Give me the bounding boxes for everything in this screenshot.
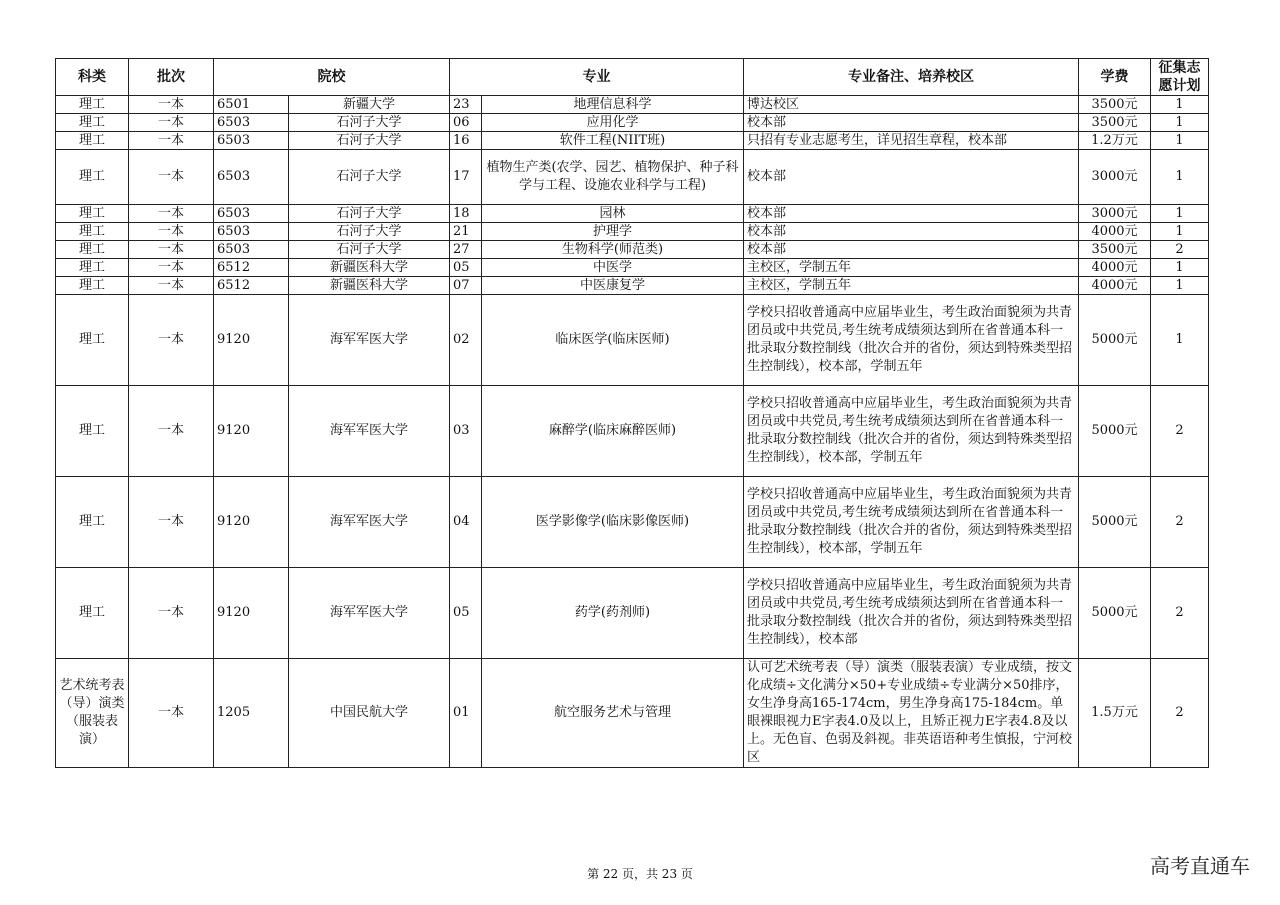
plan-cell: 1 <box>1151 259 1209 277</box>
plan-cell: 2 <box>1151 241 1209 259</box>
table-row <box>56 241 1209 259</box>
table-row <box>56 277 1209 295</box>
fee-cell: 5000元 <box>1079 295 1151 386</box>
header-fee: 学费 <box>1079 59 1151 96</box>
batch-cell: 一本 <box>129 132 214 150</box>
notes-cell: 博达校区 <box>744 96 1079 114</box>
major-name-cell: 麻醉学(临床麻醉医师) <box>482 386 744 477</box>
header-row <box>56 59 1209 96</box>
major-name-cell: 应用化学 <box>482 114 744 132</box>
school-code-cell: 6512 <box>214 277 289 295</box>
fee-cell: 1.5万元 <box>1079 659 1151 768</box>
header-batch: 批次 <box>129 59 214 96</box>
batch-cell: 一本 <box>129 205 214 223</box>
header-plan: 征集志愿计划 <box>1151 59 1209 96</box>
table-row <box>56 477 1209 568</box>
category-cell: 理工 <box>56 386 129 477</box>
fee-cell: 3500元 <box>1079 241 1151 259</box>
notes-cell: 校本部 <box>744 241 1079 259</box>
major-name-cell: 软件工程(NIIT班) <box>482 132 744 150</box>
school-name-cell: 海军军医大学 <box>289 477 450 568</box>
school-code-cell: 6503 <box>214 241 289 259</box>
major-name-cell: 生物科学(师范类) <box>482 241 744 259</box>
table-row <box>56 205 1209 223</box>
batch-cell: 一本 <box>129 295 214 386</box>
major-code-cell: 02 <box>450 295 482 386</box>
fee-cell: 5000元 <box>1079 386 1151 477</box>
major-code-cell: 05 <box>450 568 482 659</box>
major-code-cell: 01 <box>450 659 482 768</box>
school-name-cell: 海军军医大学 <box>289 568 450 659</box>
plan-cell: 1 <box>1151 150 1209 205</box>
header-notes: 专业备注、培养校区 <box>744 59 1079 96</box>
plan-cell: 2 <box>1151 477 1209 568</box>
school-name-cell: 新疆大学 <box>289 96 450 114</box>
batch-cell: 一本 <box>129 277 214 295</box>
plan-cell: 1 <box>1151 114 1209 132</box>
batch-cell: 一本 <box>129 568 214 659</box>
watermark-brand: 高考直通车 <box>1150 854 1250 878</box>
batch-cell: 一本 <box>129 114 214 132</box>
notes-cell: 校本部 <box>744 150 1079 205</box>
plan-cell: 2 <box>1151 568 1209 659</box>
header-major: 专业 <box>450 59 744 96</box>
batch-cell: 一本 <box>129 477 214 568</box>
category-cell: 理工 <box>56 259 129 277</box>
major-name-cell: 医学影像学(临床影像医师) <box>482 477 744 568</box>
major-code-cell: 04 <box>450 477 482 568</box>
plan-cell: 1 <box>1151 223 1209 241</box>
notes-cell: 学校只招收普通高中应届毕业生，考生政治面貌须为共青团员或中共党员,考生统考成绩须达到所在省普通本科一批录取分数控制线（批次合并的省份，须达到特殊类型招生控制线），校本部，学制五年 <box>744 295 1079 386</box>
fee-cell: 3000元 <box>1079 205 1151 223</box>
plan-cell: 1 <box>1151 205 1209 223</box>
category-cell: 理工 <box>56 96 129 114</box>
notes-cell: 校本部 <box>744 114 1079 132</box>
notes-cell: 学校只招收普通高中应届毕业生，考生政治面貌须为共青团员或中共党员,考生统考成绩须达到所在省普通本科一批录取分数控制线（批次合并的省份，须达到特殊类型招生控制线），校本部 <box>744 568 1079 659</box>
table-row <box>56 295 1209 386</box>
major-name-cell: 药学(药剂师) <box>482 568 744 659</box>
major-name-cell: 航空服务艺术与管理 <box>482 659 744 768</box>
batch-cell: 一本 <box>129 259 214 277</box>
school-name-cell: 石河子大学 <box>289 114 450 132</box>
batch-cell: 一本 <box>129 659 214 768</box>
school-name-cell: 石河子大学 <box>289 132 450 150</box>
school-name-cell: 新疆医科大学 <box>289 259 450 277</box>
table-row <box>56 114 1209 132</box>
major-code-cell: 23 <box>450 96 482 114</box>
school-name-cell: 中国民航大学 <box>289 659 450 768</box>
school-code-cell: 6503 <box>214 205 289 223</box>
major-code-cell: 17 <box>450 150 482 205</box>
school-name-cell: 海军军医大学 <box>289 295 450 386</box>
category-cell: 理工 <box>56 277 129 295</box>
school-code-cell: 6503 <box>214 150 289 205</box>
school-name-cell: 石河子大学 <box>289 205 450 223</box>
school-code-cell: 6503 <box>214 132 289 150</box>
category-cell: 理工 <box>56 205 129 223</box>
major-code-cell: 06 <box>450 114 482 132</box>
fee-cell: 4000元 <box>1079 277 1151 295</box>
school-name-cell: 石河子大学 <box>289 150 450 205</box>
plan-cell: 1 <box>1151 295 1209 386</box>
school-name-cell: 石河子大学 <box>289 223 450 241</box>
category-cell: 理工 <box>56 114 129 132</box>
table-row <box>56 568 1209 659</box>
major-name-cell: 中医学 <box>482 259 744 277</box>
fee-cell: 4000元 <box>1079 259 1151 277</box>
fee-cell: 4000元 <box>1079 223 1151 241</box>
major-name-cell: 植物生产类(农学、园艺、植物保护、种子科学与工程、设施农业科学与工程) <box>482 150 744 205</box>
header-school: 院校 <box>214 59 450 96</box>
major-code-cell: 18 <box>450 205 482 223</box>
plan-cell: 2 <box>1151 386 1209 477</box>
major-code-cell: 27 <box>450 241 482 259</box>
admission-table <box>55 58 1209 768</box>
batch-cell: 一本 <box>129 96 214 114</box>
plan-cell: 1 <box>1151 96 1209 114</box>
school-name-cell: 新疆医科大学 <box>289 277 450 295</box>
major-code-cell: 21 <box>450 223 482 241</box>
category-cell: 理工 <box>56 223 129 241</box>
table-row <box>56 386 1209 477</box>
major-name-cell: 中医康复学 <box>482 277 744 295</box>
batch-cell: 一本 <box>129 241 214 259</box>
category-cell: 理工 <box>56 568 129 659</box>
header-category: 科类 <box>56 59 129 96</box>
page-footer: 第 22 页，共 23 页 <box>587 867 693 881</box>
plan-cell: 1 <box>1151 277 1209 295</box>
major-code-cell: 16 <box>450 132 482 150</box>
notes-cell: 学校只招收普通高中应届毕业生，考生政治面貌须为共青团员或中共党员,考生统考成绩须达到所在省普通本科一批录取分数控制线（批次合并的省份，须达到特殊类型招生控制线），校本部，学制五年 <box>744 386 1079 477</box>
major-name-cell: 园林 <box>482 205 744 223</box>
category-cell: 理工 <box>56 477 129 568</box>
major-name-cell: 护理学 <box>482 223 744 241</box>
batch-cell: 一本 <box>129 150 214 205</box>
plan-cell: 2 <box>1151 659 1209 768</box>
major-code-cell: 03 <box>450 386 482 477</box>
school-code-cell: 9120 <box>214 295 289 386</box>
table-body <box>56 96 1209 768</box>
school-code-cell: 6503 <box>214 223 289 241</box>
major-name-cell: 临床医学(临床医师) <box>482 295 744 386</box>
school-code-cell: 1205 <box>214 659 289 768</box>
school-code-cell: 9120 <box>214 386 289 477</box>
school-code-cell: 6501 <box>214 96 289 114</box>
category-cell: 理工 <box>56 132 129 150</box>
fee-cell: 5000元 <box>1079 477 1151 568</box>
notes-cell: 校本部 <box>744 223 1079 241</box>
notes-cell: 主校区，学制五年 <box>744 259 1079 277</box>
batch-cell: 一本 <box>129 386 214 477</box>
notes-cell: 主校区，学制五年 <box>744 277 1079 295</box>
table-row <box>56 259 1209 277</box>
notes-cell: 校本部 <box>744 205 1079 223</box>
table-row <box>56 659 1209 768</box>
table-row <box>56 150 1209 205</box>
batch-cell: 一本 <box>129 223 214 241</box>
notes-cell: 只招有专业志愿考生，详见招生章程，校本部 <box>744 132 1079 150</box>
fee-cell: 3500元 <box>1079 114 1151 132</box>
fee-cell: 1.2万元 <box>1079 132 1151 150</box>
table-row <box>56 96 1209 114</box>
fee-cell: 3500元 <box>1079 96 1151 114</box>
school-code-cell: 9120 <box>214 477 289 568</box>
school-code-cell: 6512 <box>214 259 289 277</box>
school-code-cell: 6503 <box>214 114 289 132</box>
category-cell: 理工 <box>56 241 129 259</box>
major-name-cell: 地理信息科学 <box>482 96 744 114</box>
category-cell: 艺术统考表（导）演类（服装表演） <box>56 659 129 768</box>
fee-cell: 5000元 <box>1079 568 1151 659</box>
major-code-cell: 07 <box>450 277 482 295</box>
table-row <box>56 132 1209 150</box>
school-name-cell: 海军军医大学 <box>289 386 450 477</box>
major-code-cell: 05 <box>450 259 482 277</box>
category-cell: 理工 <box>56 295 129 386</box>
category-cell: 理工 <box>56 150 129 205</box>
school-code-cell: 9120 <box>214 568 289 659</box>
plan-cell: 1 <box>1151 132 1209 150</box>
table-row <box>56 223 1209 241</box>
notes-cell: 认可艺术统考表（导）演类（服装表演）专业成绩，按文化成绩÷文化满分×50+专业成绩÷专业满分×50排序，女生净身高165-174cm，男生净身高175-184cm。单眼裸眼视力E字表4.0及以上，且矫正视力E字表4.8及以上。无色盲、色弱及斜视。非英语语种考生慎报，宁河校区 <box>744 659 1079 768</box>
school-name-cell: 石河子大学 <box>289 241 450 259</box>
fee-cell: 3000元 <box>1079 150 1151 205</box>
notes-cell: 学校只招收普通高中应届毕业生，考生政治面貌须为共青团员或中共党员,考生统考成绩须达到所在省普通本科一批录取分数控制线（批次合并的省份，须达到特殊类型招生控制线），校本部，学制五年 <box>744 477 1079 568</box>
